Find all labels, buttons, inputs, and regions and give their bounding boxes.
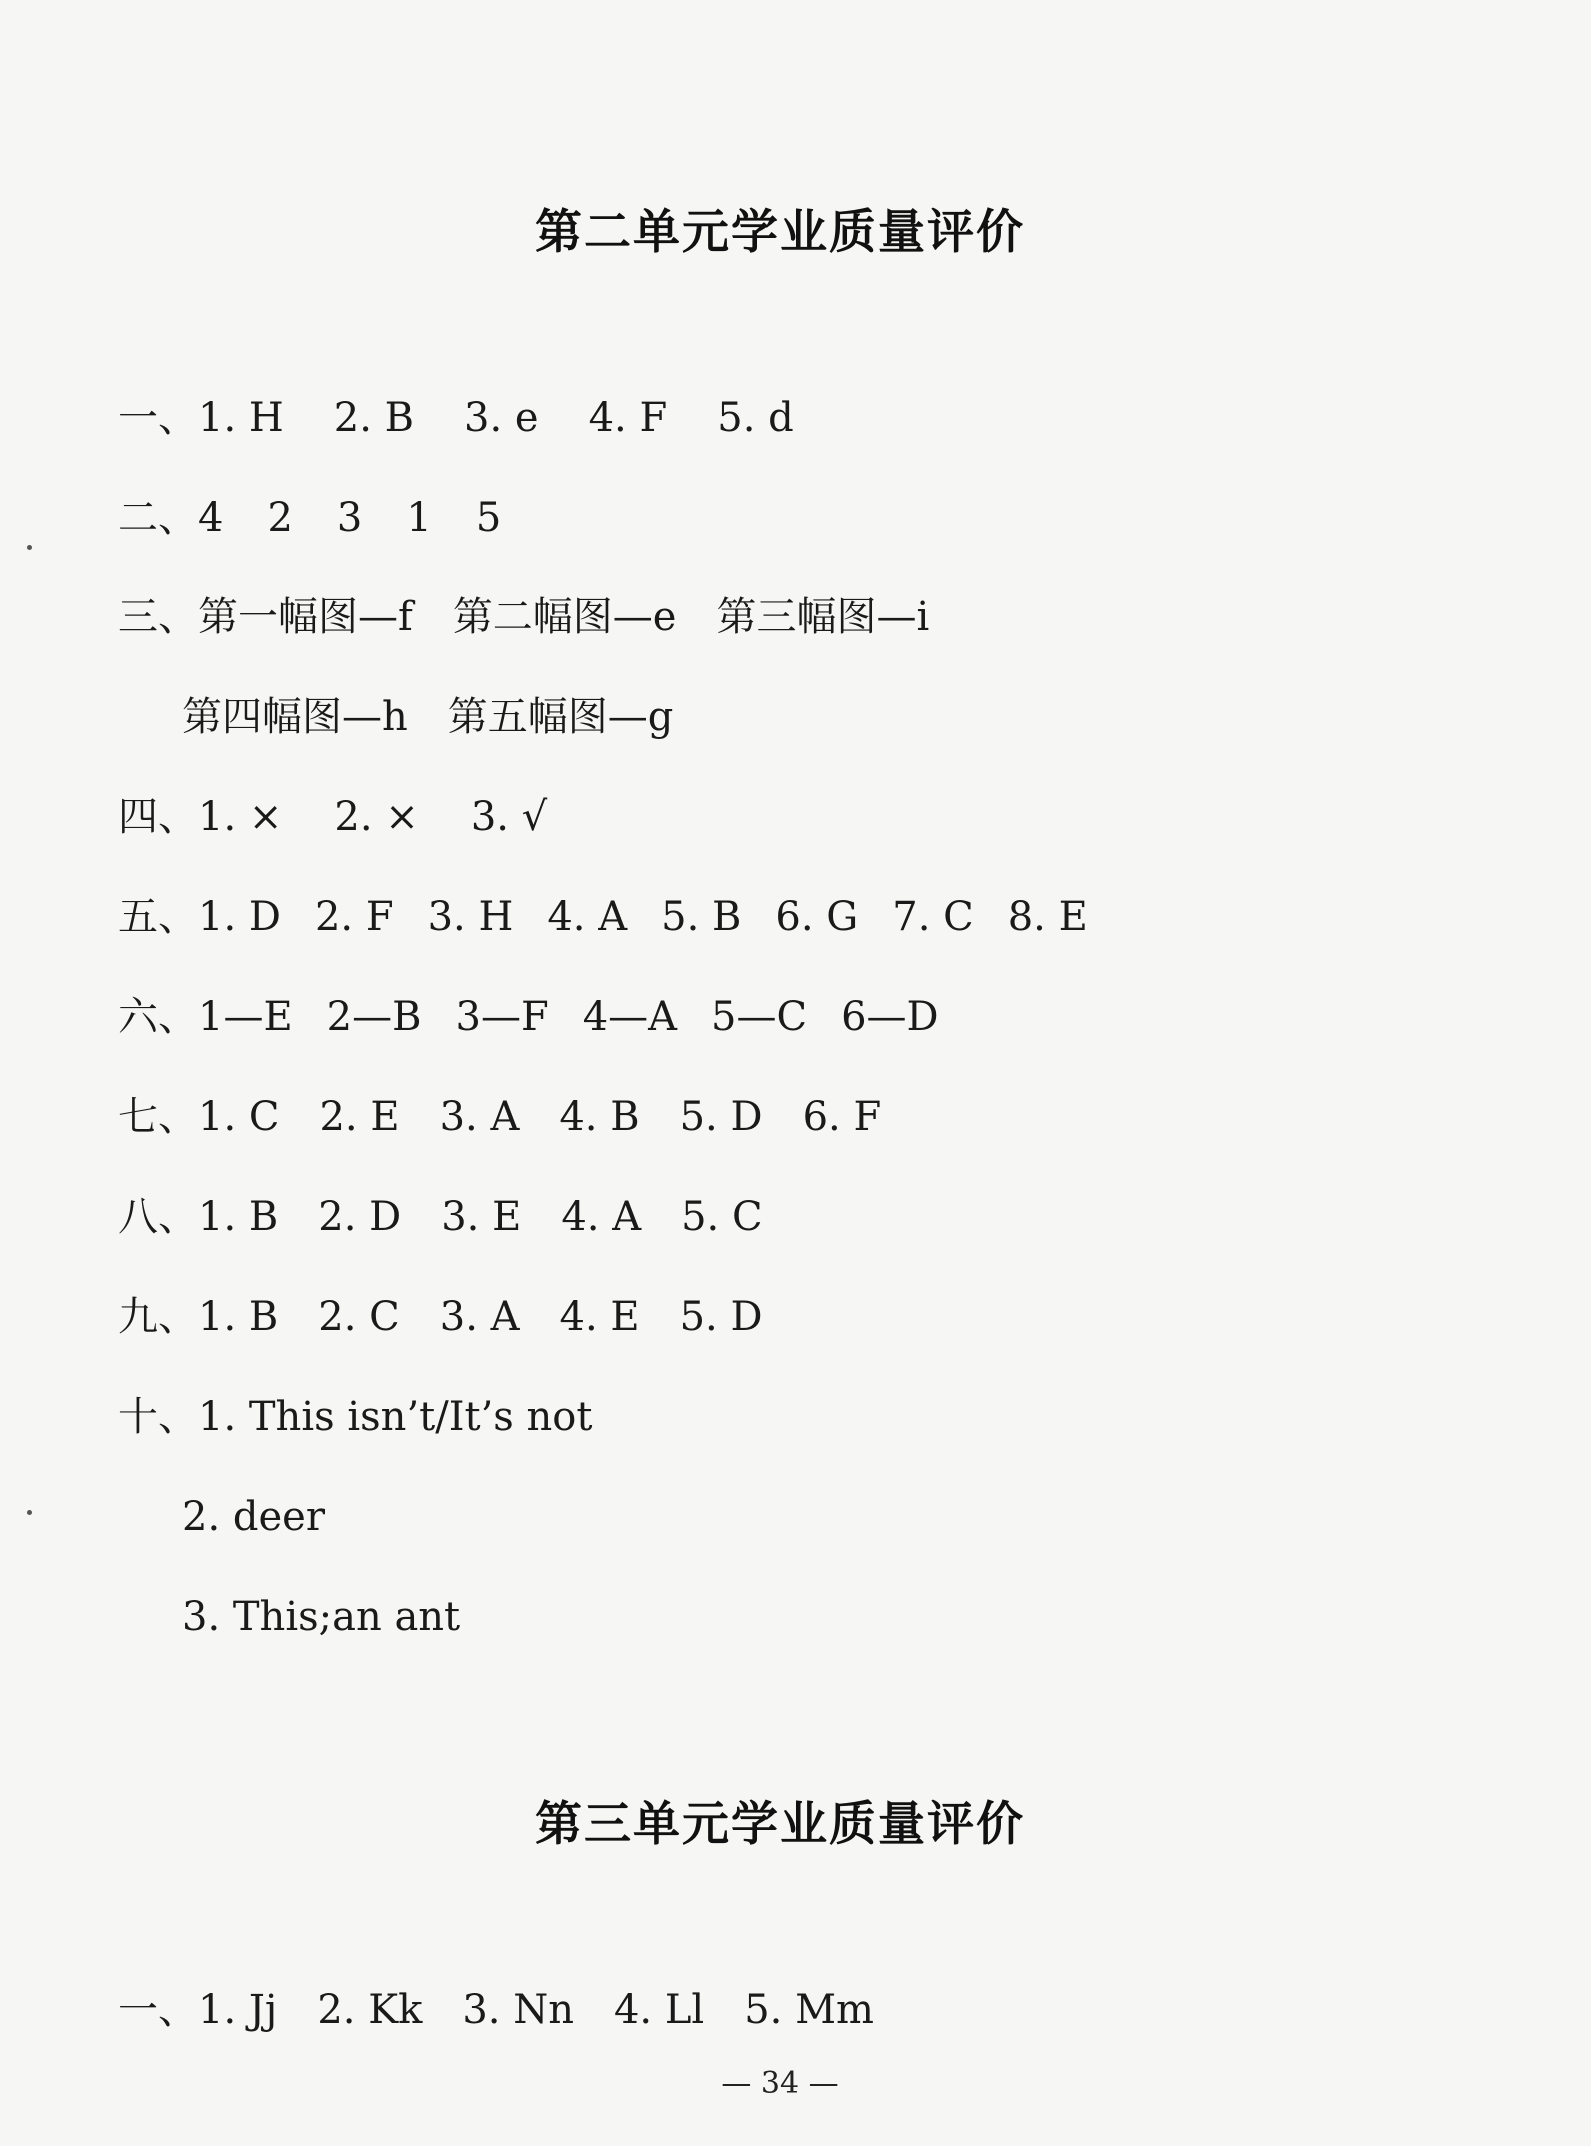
unit2-q3-row <box>118 594 930 640</box>
answer-item: 1 <box>406 495 432 541</box>
unit2-q7-row <box>118 1094 882 1140</box>
answer-item: 5. C <box>681 1194 763 1240</box>
answer-item: 3. A <box>439 1094 520 1140</box>
answer-item: 6. F <box>802 1094 882 1140</box>
unit2-q1-row <box>118 395 794 441</box>
answer-item: 5. d <box>717 395 794 441</box>
unit2-q4-number: 四、 <box>118 794 198 840</box>
answer-item: 5. Mm <box>744 1987 874 2033</box>
unit2-q6-row <box>118 994 939 1040</box>
answer-item: 2. F <box>314 894 394 940</box>
unit2-q8-number: 八、 <box>118 1194 198 1240</box>
unit2-title: 第二单元学业质量评价 <box>535 205 1025 260</box>
answer-item: 2 <box>267 495 293 541</box>
answer-item: 5—C <box>711 994 808 1040</box>
unit3-q1-row <box>118 1987 874 2033</box>
answer-item: 4. B <box>559 1094 640 1140</box>
answer-item: 5. D <box>679 1294 763 1340</box>
answer-item: 2. D <box>318 1194 402 1240</box>
answer-item: 3. √ <box>470 794 548 840</box>
unit2-q6-number: 六、 <box>118 994 198 1040</box>
answer-item: 3. E <box>441 1194 522 1240</box>
answer-item: 5. B <box>661 894 742 940</box>
answer-item: 1. D <box>198 894 281 940</box>
unit3-q1-number: 一、 <box>118 1987 198 2033</box>
answer-item: 6—D <box>841 994 939 1040</box>
answer-item: 1. × <box>198 794 283 840</box>
unit2-q9-row <box>118 1294 763 1340</box>
answer-item: 1. H <box>198 395 284 441</box>
answer-item: 2. Kk <box>317 1987 423 2033</box>
answer-item: 1. C <box>198 1094 280 1140</box>
unit2-q2-number: 二、 <box>118 495 198 541</box>
answer-item: 3. This;an ant <box>182 1594 461 1640</box>
answer-item: 3—F <box>455 994 549 1040</box>
answer-item: 2. × <box>334 794 419 840</box>
answer-item: 2. B <box>333 395 415 441</box>
scan-speck <box>27 1510 32 1515</box>
answer-item: 1. This isn’t/It’s not <box>198 1394 593 1440</box>
unit2-q8-row <box>118 1194 763 1240</box>
unit2-q1-number: 一、 <box>118 395 198 441</box>
unit2-q9-number: 九、 <box>118 1294 198 1340</box>
answer-item: 7. C <box>892 894 974 940</box>
unit2-q2-row <box>118 495 502 541</box>
answer-item: 3. Nn <box>462 1987 574 2033</box>
unit2-q10-row-2 <box>182 1494 325 1540</box>
answer-item: 4. F <box>588 395 668 441</box>
answer-item: 1. B <box>198 1194 279 1240</box>
unit2-q10-row-3 <box>182 1594 461 1640</box>
answer-item: 4 <box>198 495 224 541</box>
scan-speck <box>27 545 32 550</box>
answer-item: 2—B <box>326 994 422 1040</box>
answer-item: 第四幅图—h <box>182 694 408 740</box>
answer-item: 8. E <box>1007 894 1088 940</box>
answer-item: 3. A <box>439 1294 520 1340</box>
answer-item: 5. D <box>679 1094 763 1140</box>
answer-item: 第三幅图—i <box>716 594 930 640</box>
answer-item: 4. A <box>561 1194 642 1240</box>
answer-item: 2. deer <box>182 1494 325 1540</box>
answer-item: 第五幅图—g <box>447 694 674 740</box>
answer-item: 1—E <box>198 994 293 1040</box>
answer-item: 2. C <box>318 1294 400 1340</box>
unit2-q3-number: 三、 <box>118 594 198 640</box>
unit2-q3-row-continued <box>182 694 674 740</box>
answer-item: 3. e <box>464 395 539 441</box>
answer-item: 第二幅图—e <box>452 594 677 640</box>
unit2-q5-row <box>118 894 1088 940</box>
answer-item: 3 <box>336 495 363 541</box>
unit2-q7-number: 七、 <box>118 1094 198 1140</box>
unit2-q4-row <box>118 794 548 840</box>
unit2-q10-number: 十、 <box>118 1394 198 1440</box>
answer-item: 6. G <box>775 894 859 940</box>
unit3-title: 第三单元学业质量评价 <box>535 1797 1025 1852</box>
answer-item: 5 <box>475 495 502 541</box>
answer-item: 第一幅图—f <box>198 594 413 640</box>
answer-item: 4. E <box>559 1294 640 1340</box>
unit2-q10-row <box>118 1394 593 1440</box>
answer-item: 1. Jj <box>198 1987 278 2033</box>
unit2-q5-number: 五、 <box>118 894 198 940</box>
answer-item: 3. H <box>427 894 514 940</box>
answer-item: 4. A <box>547 894 628 940</box>
page-number: — 34 — <box>721 2066 839 2101</box>
answer-item: 2. E <box>319 1094 400 1140</box>
answer-item: 4. Ll <box>613 1987 705 2033</box>
answer-item: 1. B <box>198 1294 279 1340</box>
answer-item: 4—A <box>582 994 678 1040</box>
